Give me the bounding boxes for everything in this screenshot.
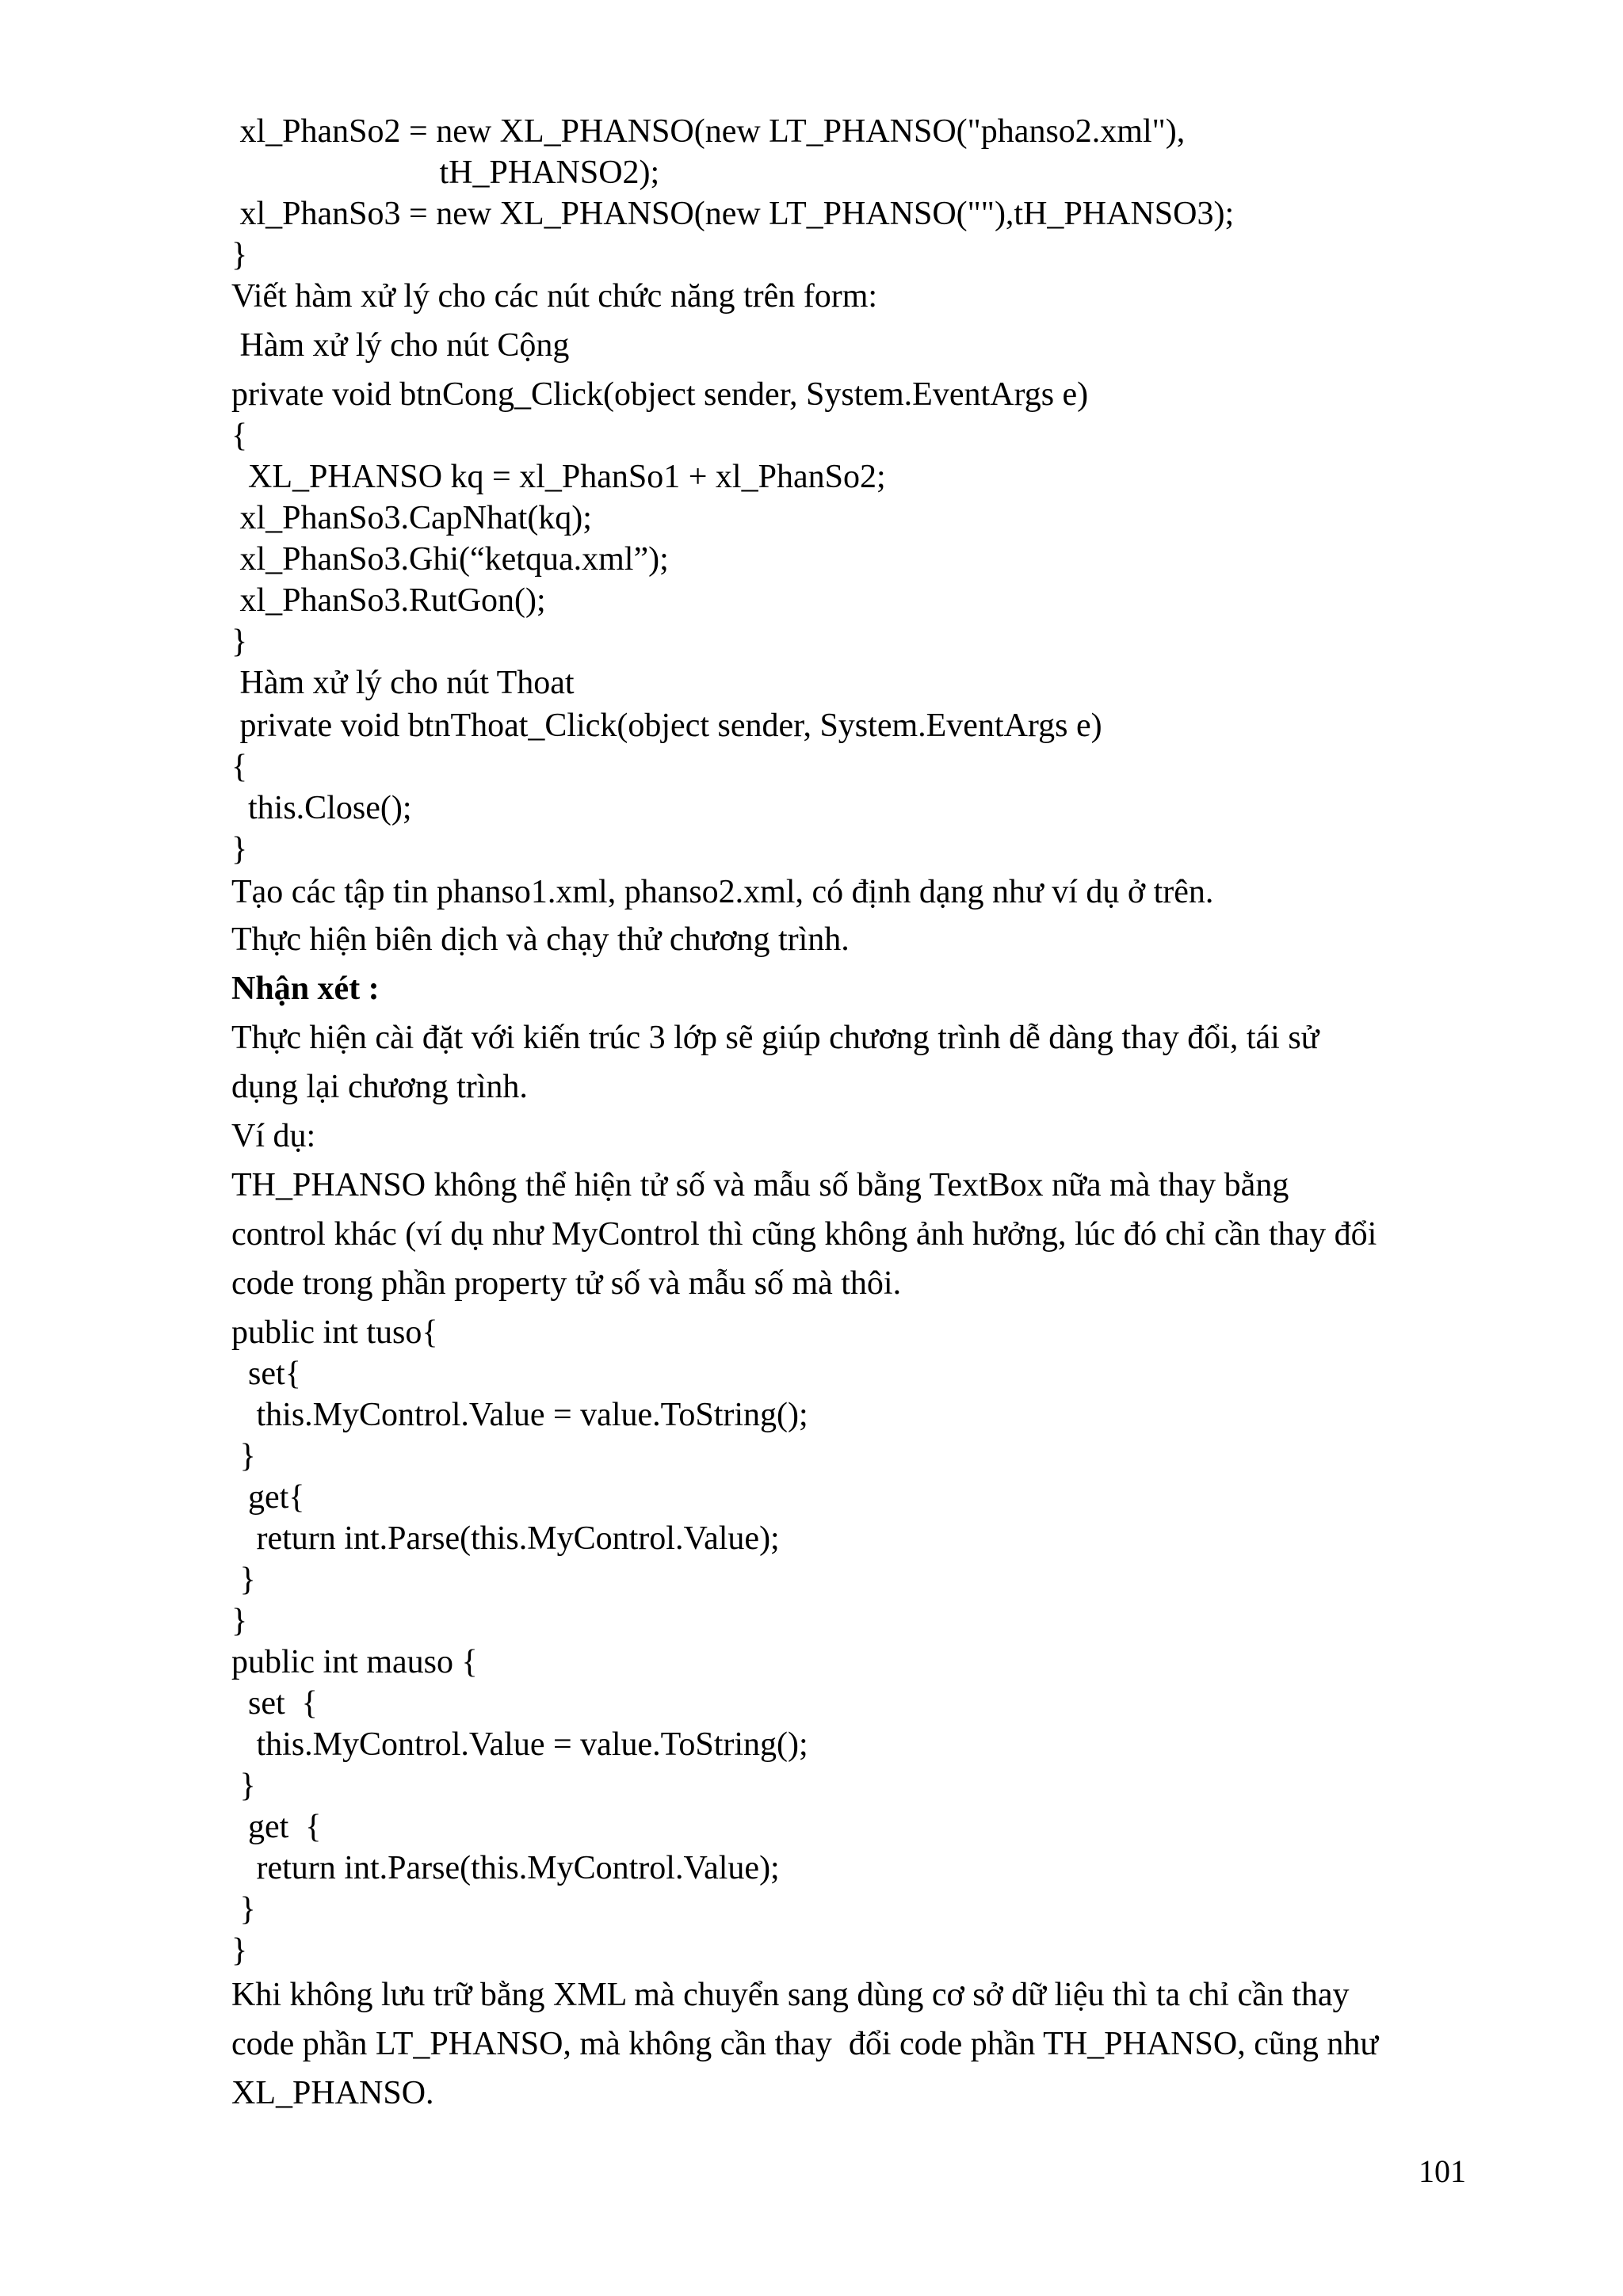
text-line: code phần LT_PHANSO, mà không cần thay đổi code phần TH_PHANSO, cũng như [231, 2026, 1379, 2062]
code-line: set{ [231, 1356, 301, 1392]
page-number: 101 [1419, 2153, 1466, 2189]
code-line: set { [231, 1685, 318, 1722]
code-line: } [231, 831, 248, 868]
code-line: this.Close(); [231, 790, 412, 826]
code-line: } [231, 1603, 248, 1639]
text-line: Thực hiện biên dịch và chạy thử chương trình. [231, 921, 850, 958]
text-line: Thực hiện cài đặt với kiến trúc 3 lớp sẽ giúp chương trình dễ dàng thay đổi, tái sử [231, 1020, 1319, 1056]
code-line: xl_PhanSo3.CapNhat(kq); [231, 500, 592, 536]
code-line: this.MyControl.Value = value.ToString(); [231, 1397, 808, 1433]
text-line: code trong phần property tử số và mẫu số mà thôi. [231, 1265, 902, 1302]
code-line: xl_PhanSo2 = new XL_PHANSO(new LT_PHANSO("phanso2.xml"), [231, 113, 1186, 150]
code-line: return int.Parse(this.MyControl.Value); [231, 1520, 780, 1557]
text-line: TH_PHANSO không thể hiện tử số và mẫu số bằng TextBox nữa mà thay bằng [231, 1167, 1289, 1203]
code-line: } [231, 624, 248, 660]
code-line: get { [231, 1809, 322, 1845]
code-line: } [231, 1891, 256, 1928]
code-line: xl_PhanSo3.RutGon(); [231, 582, 546, 619]
section-heading: Nhận xét : [231, 971, 380, 1007]
code-line: XL_PHANSO kq = xl_PhanSo1 + xl_PhanSo2; [231, 459, 886, 495]
text-line: XL_PHANSO. [231, 2075, 434, 2111]
code-line: } [231, 1932, 248, 1969]
code-line: public int mauso { [231, 1644, 478, 1680]
text-line: Khi không lưu trữ bằng XML mà chuyển sang dùng cơ sở dữ liệu thì ta chỉ cần thay [231, 1977, 1350, 2013]
code-line: private void btnThoat_Click(object sender, System.EventArgs e) [231, 707, 1102, 744]
code-line: tH_PHANSO2); [231, 154, 660, 191]
text-line: Ví dụ: [231, 1118, 316, 1154]
text-line: Tạo các tập tin phanso1.xml, phanso2.xml, có định dạng như ví dụ ở trên. [231, 874, 1214, 910]
code-line: } [231, 1768, 256, 1804]
code-line: } [231, 1562, 256, 1598]
text-line: control khác (ví dụ như MyControl thì cũng không ảnh hưởng, lúc đó chỉ cần thay đổi [231, 1216, 1377, 1253]
code-line: this.MyControl.Value = value.ToString(); [231, 1726, 808, 1763]
code-line: return int.Parse(this.MyControl.Value); [231, 1850, 780, 1886]
code-line: { [231, 749, 248, 785]
code-line: public int tuso{ [231, 1314, 438, 1351]
code-line: } [231, 237, 248, 273]
text-line: dụng lại chương trình. [231, 1069, 528, 1105]
text-line: Hàm xử lý cho nút Cộng [231, 327, 570, 364]
text-line: Viết hàm xử lý cho các nút chức năng trên form: [231, 278, 878, 315]
code-line: xl_PhanSo3.Ghi(“ketqua.xml”); [231, 541, 669, 578]
code-line: } [231, 1438, 256, 1474]
code-line: xl_PhanSo3 = new XL_PHANSO(new LT_PHANSO(""),tH_PHANSO3); [231, 196, 1235, 232]
code-line: get{ [231, 1479, 305, 1516]
code-line: private void btnCong_Click(object sender, System.EventArgs e) [231, 376, 1089, 413]
code-line: { [231, 418, 248, 454]
text-line: Hàm xử lý cho nút Thoat [231, 665, 575, 701]
